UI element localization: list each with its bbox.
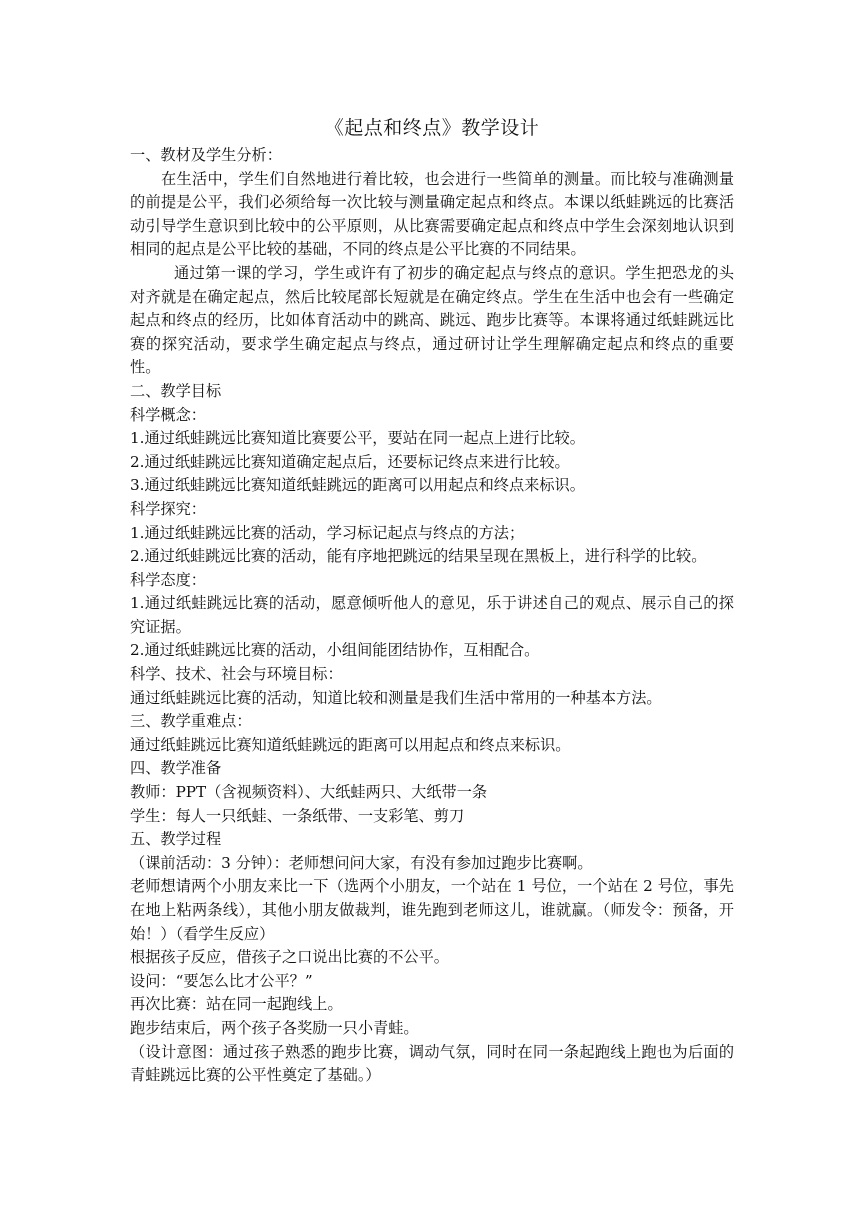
inquiry-item-2: 2.通过纸蛙跳远比赛的活动，能有序地把跳远的结果呈现在黑板上，进行科学的比较。 bbox=[130, 547, 707, 566]
section-3-item-1: 通过纸蛙跳远比赛知道纸蛙跳远的距离可以用起点和终点来标识。 bbox=[130, 735, 571, 754]
attitude-heading: 科学态度： bbox=[130, 570, 206, 589]
inquiry-heading: 科学探究： bbox=[130, 499, 206, 518]
process-line-4: 设问：“要怎么比才公平？” bbox=[130, 971, 313, 990]
concept-heading: 科学概念： bbox=[130, 405, 206, 424]
inquiry-item-1: 1.通过纸蛙跳远比赛的活动，学习标记起点与终点的方法； bbox=[130, 523, 525, 542]
document-page bbox=[130, 114, 734, 1088]
process-line-7: （设计意图：通过孩子熟悉的跑步比赛，调动气氛，同时在同一条起跑线上跑也为后面的青蛙跳远比赛的公平性奠定了基础。） bbox=[130, 1042, 734, 1085]
attitude-item-2: 2.通过纸蛙跳远比赛的活动，小组间能团结协作，互相配合。 bbox=[130, 641, 540, 660]
process-line-5: 再次比赛：站在同一起跑线上。 bbox=[130, 995, 343, 1014]
process-line-3: 根据孩子反应，借孩子之口说出比赛的不公平。 bbox=[130, 948, 449, 967]
process-line-6: 跑步结束后，两个孩子各奖励一只小青蛙。 bbox=[130, 1018, 419, 1037]
section-1-paragraph-2: 通过第一课的学习，学生或许有了初步的确定起点与终点的意识。学生把恐龙的头对齐就是在确定起点，然后比较尾部长短就是在确定终点。学生在生活中也会有一些确定起点和终点的经历，比如体育活动中的跳高、跳远、跑步比赛等。本课将通过纸蛙跳远比赛的探究活动，要求学生确定起点与终点，通过研讨让学生理解确定起点和终点的重要性。 bbox=[130, 263, 734, 377]
section-1-paragraph-1: 在生活中，学生们自然地进行着比较，也会进行一些简单的测量。而比较与准确测量的前提是公平，我们必须给每一次比较与测量确定起点和终点。本课以纸蛙跳远的比赛活动引导学生意识到比较中的公平原则，从比赛需要确定起点和终点中学生会深刻地认识到相同的起点是公平比较的基础，不同的终点是公平比赛的不同结果。 bbox=[130, 169, 734, 259]
section-5-heading: 五、教学过程 bbox=[130, 830, 222, 849]
process-line-2: 老师想请两个小朋友来比一下（选两个小朋友，一个站在 1 号位，一个站在 2 号位，事先在地上粘两条线），其他小朋友做裁判，谁先跑到老师这儿，谁就赢。（师发令：预备，开始！）（看学生反应） bbox=[130, 877, 734, 943]
prep-teacher: 教师：PPT（含视频资料）、大纸蛙两只、大纸带一条 bbox=[130, 783, 488, 802]
concept-item-2: 2.通过纸蛙跳远比赛知道确定起点后，还要标记终点来进行比较。 bbox=[130, 452, 570, 471]
process-line-1: （课前活动：3 分钟）：老师想问问大家，有没有参加过跑步比赛啊。 bbox=[130, 853, 593, 872]
section-4-heading: 四、教学准备 bbox=[130, 759, 222, 778]
document-title: 《起点和终点》教学设计 bbox=[324, 117, 540, 139]
section-3-heading: 三、教学重难点： bbox=[130, 712, 252, 731]
stse-heading: 科学、技术、社会与环境目标： bbox=[130, 665, 343, 684]
section-1-heading: 一、教材及学生分析： bbox=[130, 146, 282, 164]
stse-item-1: 通过纸蛙跳远比赛的活动，知道比较和测量是我们生活中常用的一种基本方法。 bbox=[130, 688, 662, 707]
concept-item-3: 3.通过纸蛙跳远比赛知道纸蛙跳远的距离可以用起点和终点来标识。 bbox=[130, 476, 585, 495]
concept-item-1: 1.通过纸蛙跳远比赛知道比赛要公平，要站在同一起点上进行比较。 bbox=[130, 429, 585, 448]
section-2-heading: 二、教学目标 bbox=[130, 381, 222, 400]
prep-student: 学生：每人一只纸蛙、一条纸带、一支彩笔、剪刀 bbox=[130, 806, 465, 825]
attitude-item-1: 1.通过纸蛙跳远比赛的活动，愿意倾听他人的意见，乐于讲述自己的观点、展示自己的探究证据。 bbox=[130, 594, 734, 636]
